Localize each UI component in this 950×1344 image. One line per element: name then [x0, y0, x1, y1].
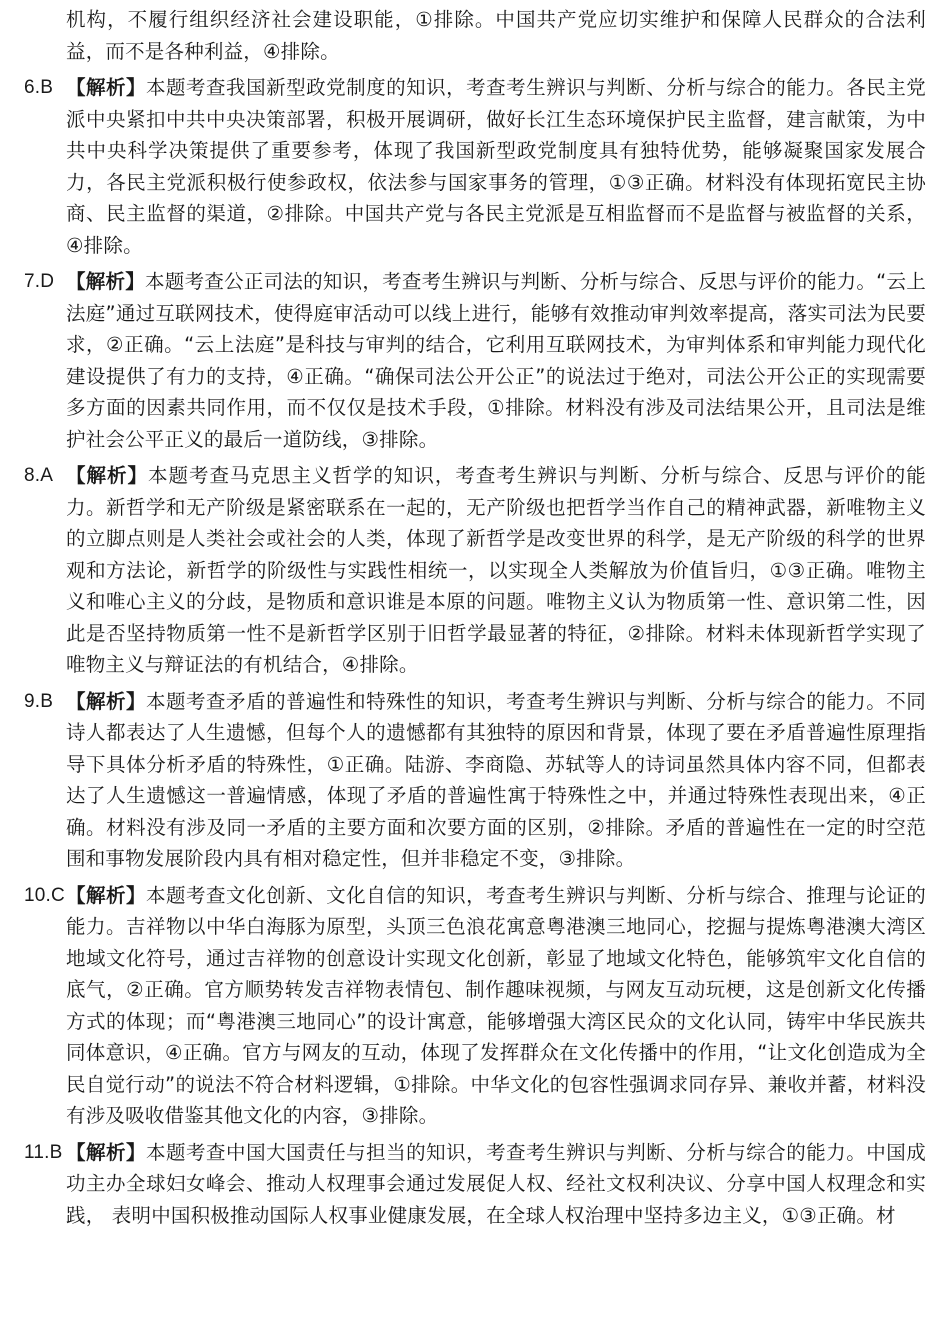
continuation-paragraph: [24, 4, 926, 67]
analysis-tag: 【解析】: [66, 883, 147, 907]
answer-text: 本题考查矛盾的普遍性和特殊性的知识，考查考生辨识与判断、分析与综合的能力。不同诗人都表达了人生遗憾，但每个人的遗憾都有其独特的原因和背景，体现了要在矛盾普遍性原理指导下具体分析矛盾的特殊性，①正确。陆游、李商隐、苏轼等人的诗词虽然具体内容不同，但都表达了人生遗憾这一普遍情感，体现了矛盾的普遍性寓于特殊性之中，并通过特殊性表现出来，④正确。材料没有涉及同一矛盾的主要方面和次要方面的区别，②排除。矛盾的普遍性在一定的时空范围和事物发展阶段内具有相对稳定性，但并非稳定不变，③排除。: [66, 689, 926, 870]
answer-item-8: [24, 460, 926, 681]
analysis-tag: 【解析】: [66, 1140, 147, 1164]
analysis-tag: 【解析】: [66, 270, 146, 293]
continuation-text: 机构，不履行组织经济社会建设职能，①排除。中国共产党应切实维护和保障人民群众的合法利益，而不是各种利益，④排除。: [66, 8, 926, 63]
analysis-tag: 【解析】: [66, 464, 148, 487]
answer-text: 本题考查马克思主义哲学的知识，考查考生辨识与判断、分析与综合、反思与评价的能力。新哲学和无产阶级是紧密联系在一起的，无产阶级也把哲学当作自己的精神武器，新唯物主义的立脚点则是人类社会或社会的人类，体现了新哲学是改变世界的科学，是无产阶级的科学的世界观和方法论，新哲学的阶级性与实践性相统一，以实现全人类解放为价值旨归，①③正确。唯物主义和唯心主义的分歧，是物质和意识谁是本原的问题。唯物主义认为物质第一性、意识第二性，因此是否坚持物质第一性不是新哲学区别于旧哲学最显著的特征，②排除。材料未体现新哲学实现了唯物主义与辩证法的有机结合，④排除。: [66, 464, 926, 676]
answer-item-10: [24, 880, 926, 1132]
answer-item-7: [24, 266, 926, 455]
answer-number: 7.D: [24, 271, 55, 292]
answer-item-9: [24, 686, 926, 875]
answer-number: 11.B: [24, 1141, 63, 1163]
answer-number: 8.A: [24, 465, 54, 486]
answer-explanations: [24, 8, 926, 1236]
answer-item-11: [24, 1137, 926, 1232]
answer-number: 6.B: [24, 77, 54, 98]
analysis-tag: 【解析】: [66, 689, 147, 713]
answer-number: 10.C: [24, 884, 65, 906]
analysis-tag: 【解析】: [66, 76, 147, 99]
answer-item-6: [24, 72, 926, 261]
answer-text: 本题考查文化创新、文化自信的知识，考查考生辨识与判断、分析与综合、推理与论证的能力。吉祥物以中华白海豚为原型，头顶三色浪花寓意粤港澳三地同心，挖掘与提炼粤港澳大湾区地域文化符号，通过吉祥物的创意设计实现文化创新，彰显了地域文化特色，能够筑牢文化自信的底气，②正确。官方顺势转发吉祥物表情包、制作趣味视频，与网友互动玩梗，这是创新文化传播方式的体现；而“粤港澳三地同心”的设计寓意，能够增强大湾区民众的文化认同，铸牢中华民族共同体意识，④正确。官方与网友的互动，体现了发挥群众在文化传播中的作用，“让文化创造成为全民自觉行动”的说法不符合材料逻辑，①排除。中华文化的包容性强调求同存异、兼收并蓄，材料没有涉及吸收借鉴其他文化的内容，③排除。: [66, 883, 926, 1127]
answer-text: 本题考查我国新型政党制度的知识，考查考生辨识与判断、分析与综合的能力。各民主党派中央紧扣中共中央决策部署，积极开展调研，做好长江生态环境保护民主监督，建言献策，为中共中央科学决策提供了重要参考，体现了我国新型政党制度具有独特优势，能够凝聚国家发展合力，各民主党派积极行使参政权，依法参与国家事务的管理，①③正确。材料没有体现拓宽民主协商、民主监督的渠道，②排除。中国共产党与各民主党派是互相监督而不是监督与被监督的关系，④排除。: [66, 76, 926, 257]
answer-number: 9.B: [24, 690, 54, 712]
answer-text: 本题考查中国大国责任与担当的知识，考查考生辨识与判断、分析与综合的能力。中国成功主办全球妇女峰会、推动人权理事会通过发展促人权、经社文权利决议、分享中国人权理念和实践， 表明中国积极推动国际人权事业健康发展，在全球人权治理中坚持多边主义，①③正确。材: [66, 1140, 926, 1227]
answer-text: 本题考查公正司法的知识，考查考生辨识与判断、分析与综合、反思与评价的能力。“云上法庭”通过互联网技术，使得庭审活动可以线上进行，能够有效推动审判效率提高，落实司法为民要求，②正确。“云上法庭”是科技与审判的结合，它利用互联网技术，为审判体系和审判能力现代化建设提供了有力的支持，④正确。“确保司法公开公正”的说法过于绝对，司法公开公正的实现需要多方面的因素共同作用，而不仅仅是技术手段，①排除。材料没有涉及司法结果公开，且司法是维护社会公平正义的最后一道防线，③排除。: [66, 270, 926, 451]
